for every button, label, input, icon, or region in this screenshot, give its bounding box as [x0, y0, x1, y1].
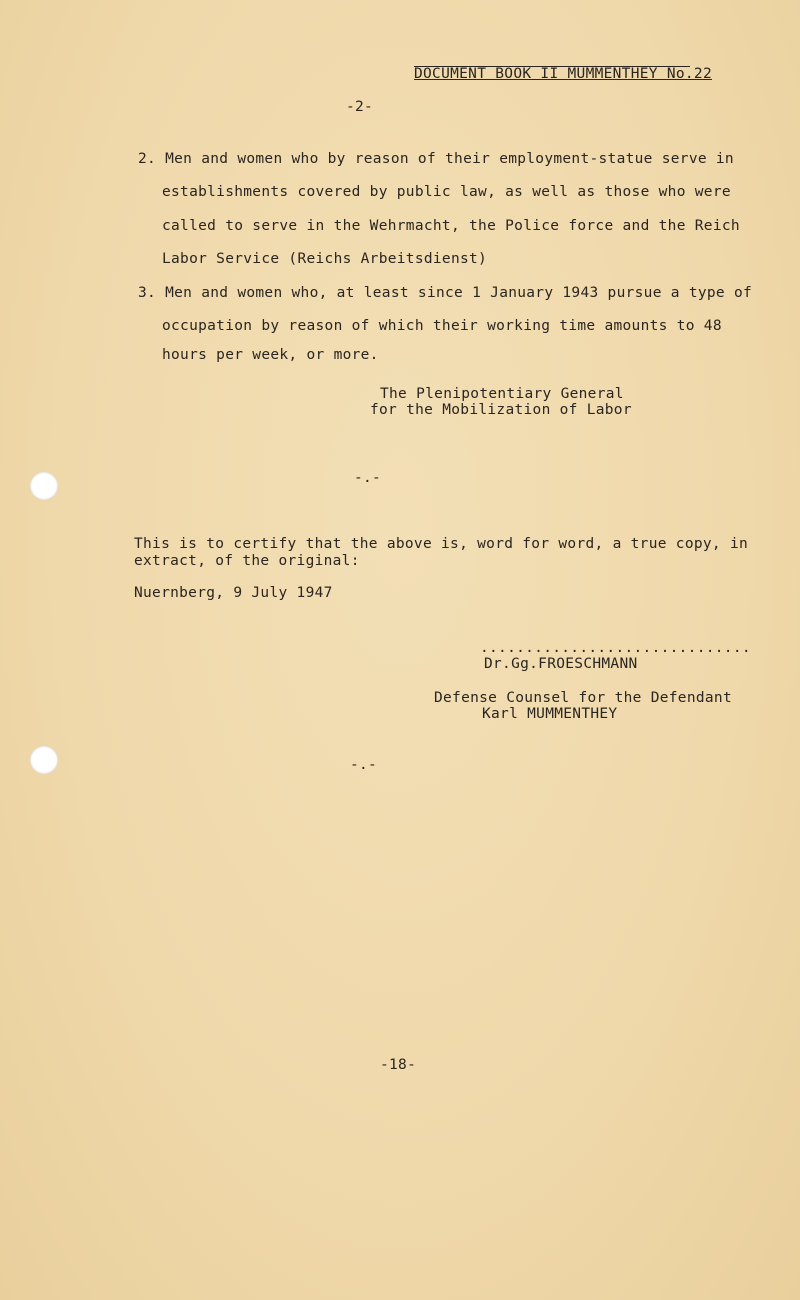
- list-item-2-line-4: Labor Service (Reichs Arbeitsdienst): [162, 251, 488, 267]
- signature-role-line-1: Defense Counsel for the Defendant: [434, 690, 732, 706]
- punch-hole-bottom: [30, 746, 58, 774]
- section-divider-1: -.-: [354, 470, 382, 486]
- list-item-3-line-1: 3. Men and women who, at least since 1 January 1943 pursue a type of: [138, 285, 753, 301]
- signatory-title-line-2: for the Mobilization of Labor: [370, 402, 632, 418]
- signature-name: Dr.Gg.FROESCHMANN: [484, 656, 638, 672]
- signatory-title-line-1: The Plenipotentiary General: [380, 386, 624, 402]
- place-date: Nuernberg, 9 July 1947: [134, 585, 333, 601]
- list-item-3-line-2: occupation by reason of which their working time amounts to 48: [162, 318, 722, 334]
- certification-line-1: This is to certify that the above is, word for word, a true copy, in: [134, 536, 749, 552]
- punch-hole-top: [30, 472, 58, 500]
- signature-role-line-2: Karl MUMMENTHEY: [482, 706, 618, 722]
- list-item-2-line-2: establishments covered by public law, as well as those who were: [162, 184, 731, 200]
- document-reference: DOCUMENT BOOK II MUMMENTHEY No.22: [414, 66, 712, 82]
- page-number-top: -2-: [346, 99, 374, 115]
- list-item-3-line-3: hours per week, or more.: [162, 347, 379, 363]
- list-item-2-line-1: 2. Men and women who by reason of their employment-statue serve in: [138, 151, 734, 167]
- certification-line-2: extract, of the original:: [134, 553, 360, 569]
- page-number-bottom: -18-: [380, 1057, 417, 1073]
- section-divider-2: -.-: [350, 757, 378, 773]
- list-item-2-line-3: called to serve in the Wehrmacht, the Police force and the Reich: [162, 218, 740, 234]
- signature-dots: ..............................: [480, 640, 751, 656]
